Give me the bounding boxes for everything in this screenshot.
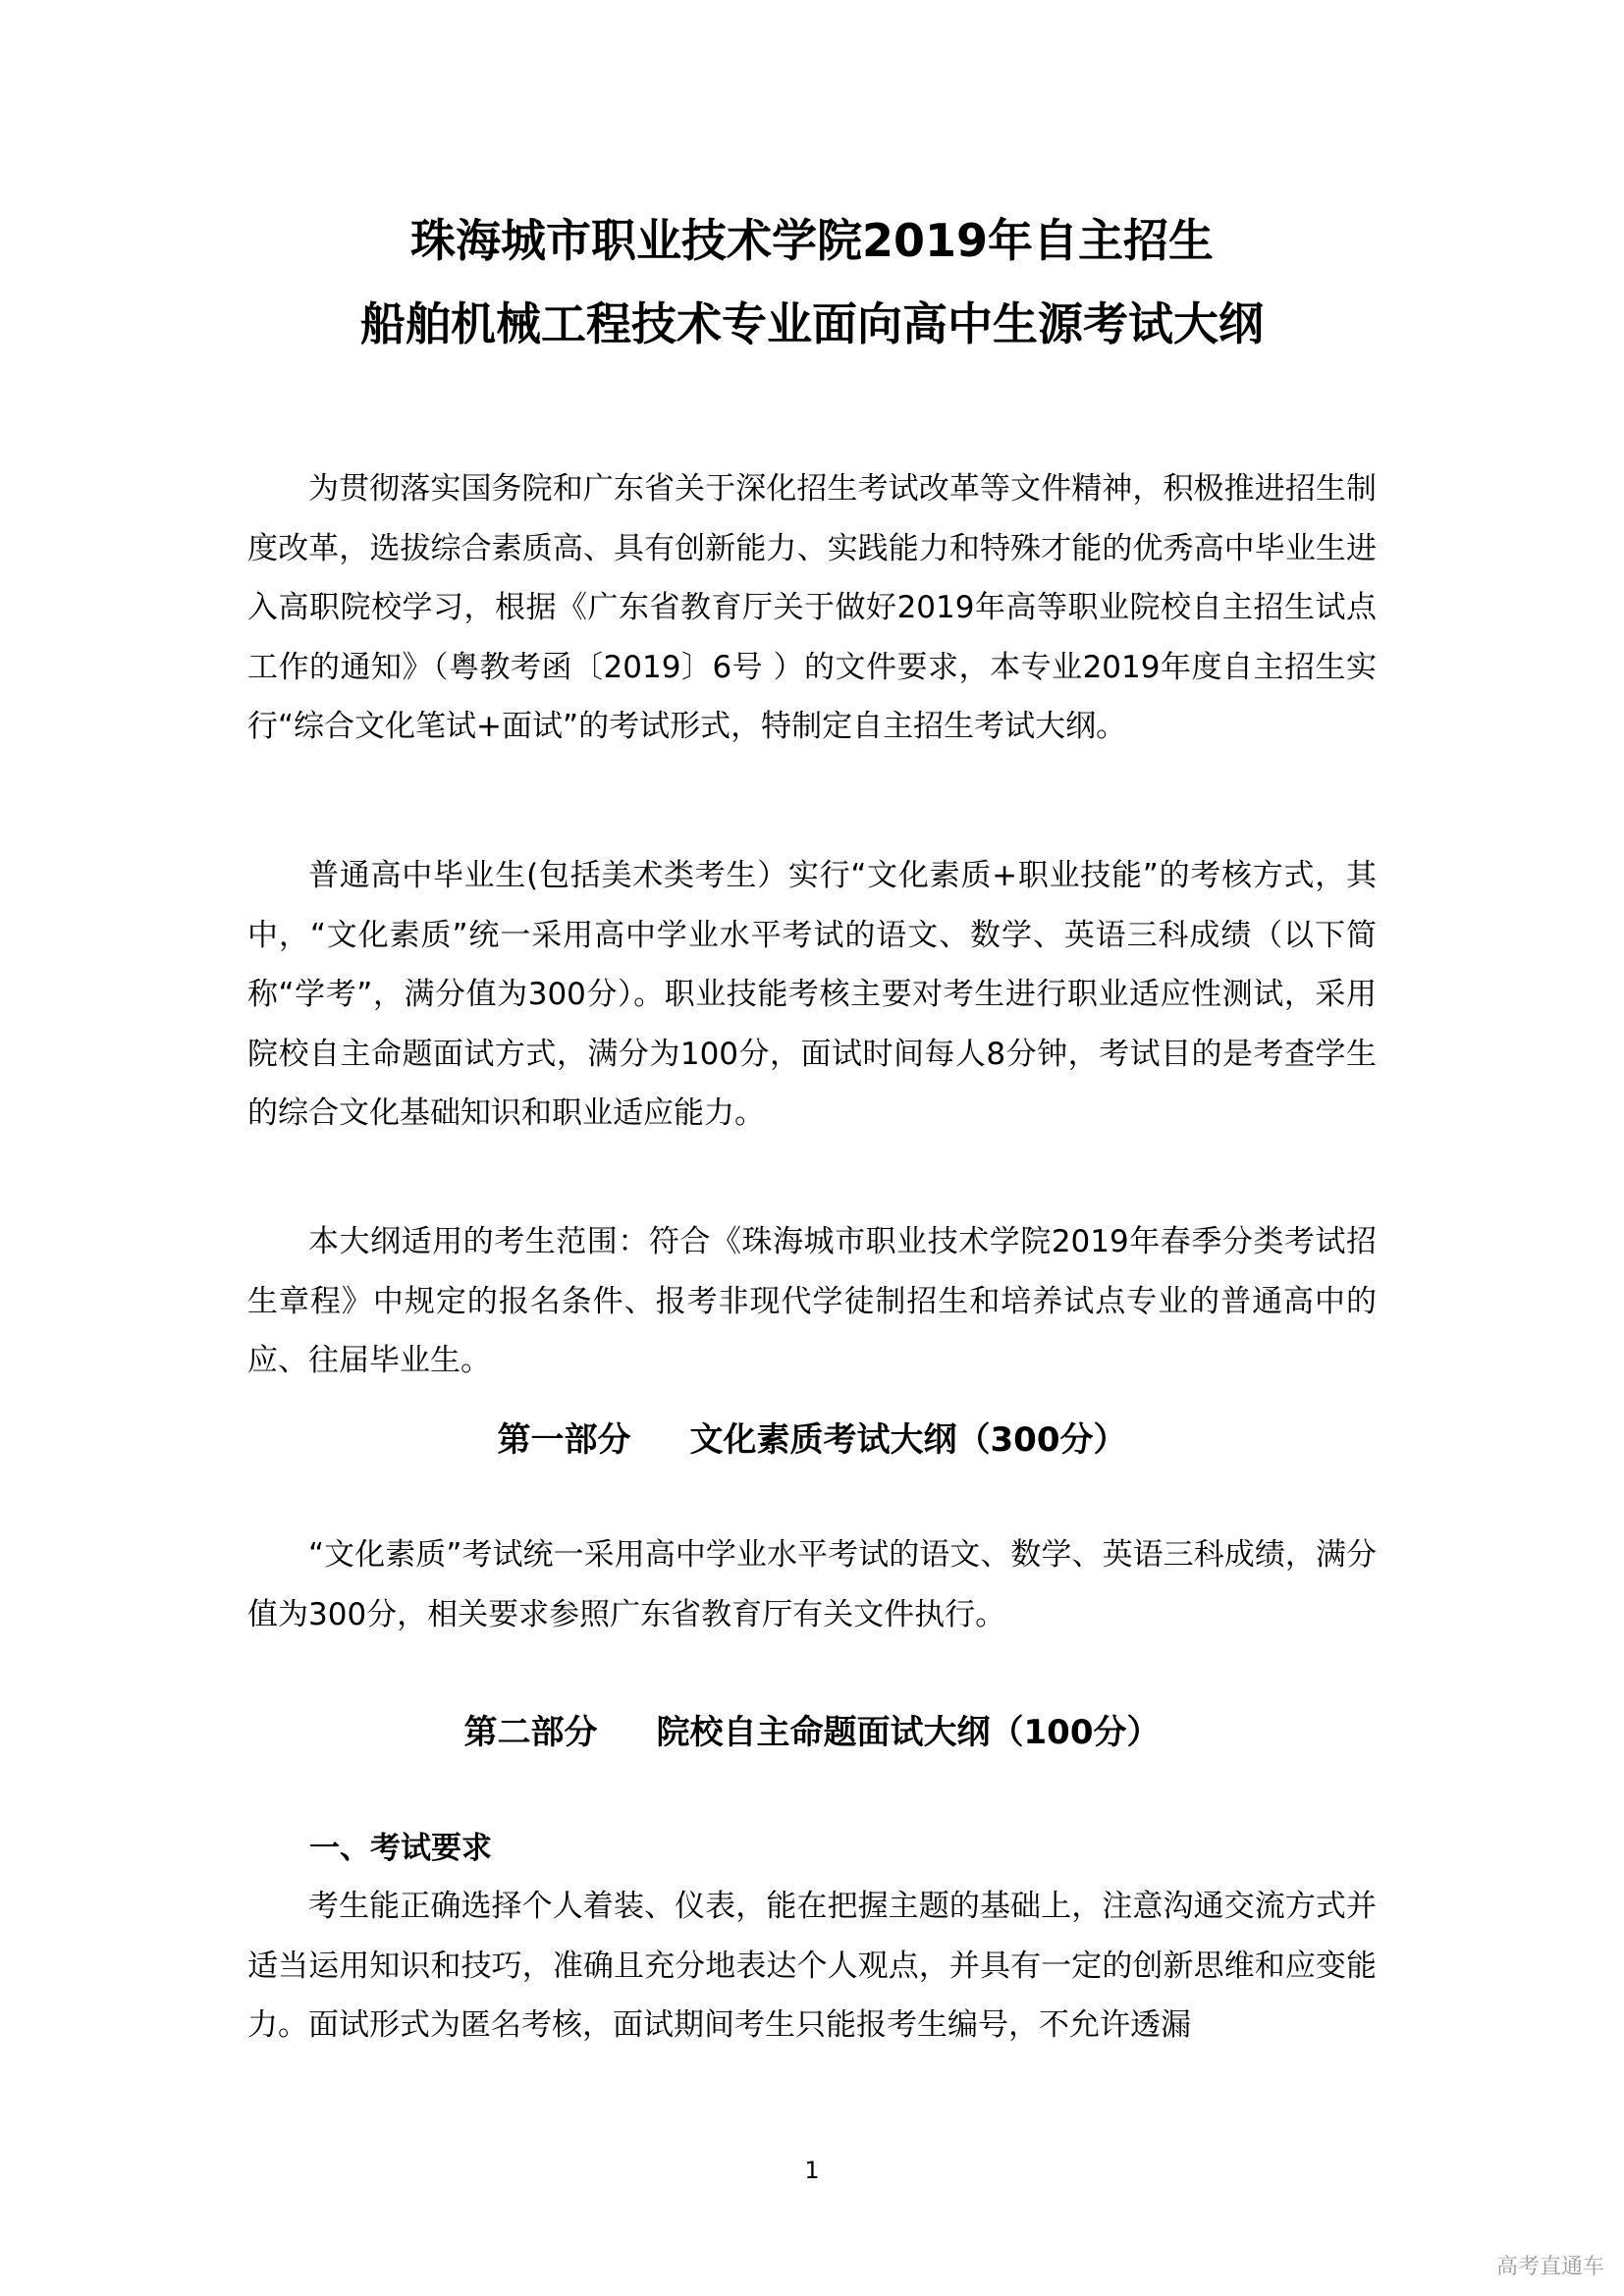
page-number: 1 (804, 2157, 820, 2184)
intro-paragraph-1-block (247, 459, 1377, 757)
intro-paragraph-2-block (247, 846, 1377, 1144)
part1-heading (0, 1415, 1624, 1465)
part1-paragraph-block (247, 1525, 1377, 1644)
intro-paragraph-2: 普通高中毕业生(包括美术类考生）实行“文化素质+职业技能”的考核方式，其中，“文化素质”统一采用高中学业水平考试的语文、数学、英语三科成绩（以下简称“学考”，满分值为300分）。职业技能考核主要对考生进行职业适应性测试，采用院校自主命题面试方式，满分为100分，面试时间每人8分钟，考试目的是考查学生的综合文化基础知识和职业适应能力。 (247, 858, 1377, 1131)
watermark: 高考直通车 (1495, 2255, 1604, 2279)
part2-title: 院校自主命题面试大纲（100分） (656, 1713, 1161, 1752)
document-title-line2: 船舶机械工程技术专业面向高中生源考试大纲 (360, 297, 1264, 350)
part1-label: 第一部分 (497, 1420, 631, 1460)
part2-subheading: 一、考试要求 (309, 1831, 492, 1866)
intro-paragraph-3: 本大纲适用的考生范围：符合《珠海城市职业技术学院2019年春季分类考试招生章程》中规定的报名条件、报考非现代学徒制招生和培养试点专业的普通高中的应、往届毕业生。 (247, 1224, 1377, 1378)
part2-paragraph-block (247, 1877, 1377, 2056)
part1-title: 文化素质考试大纲（300分） (689, 1420, 1127, 1460)
intro-paragraph-3-block (247, 1212, 1377, 1391)
part2-paragraph: 考生能正确选择个人着装、仪表，能在把握主题的基础上，注意沟通交流方式并适当运用知识和技巧，准确且充分地表达个人观点，并具有一定的创新思维和应变能力。面试形式为匿名考核，面试期间考生只能报考生编号，不允许透漏 (247, 1889, 1377, 2043)
document-title-line1: 珠海城市职业技术学院2019年自主招生 (409, 214, 1215, 267)
part1-paragraph: “文化素质”考试统一采用高中学业水平考试的语文、数学、英语三科成绩，满分值为300分，相关要求参照广东省教育厅有关文件执行。 (247, 1537, 1377, 1632)
intro-paragraph-1: 为贯彻落实国务院和广东省关于深化招生考试改革等文件精神，积极推进招生制度改革，选拔综合素质高、具有创新能力、实践能力和特殊才能的优秀高中毕业生进入高职院校学习，根据《广东省教育厅关于做好2019年高等职业院校自主招生试点工作的通知》（粤教考函〔2019〕6号 ）的文件要求，本专业2019年度自主招生实行“综合文化笔试+面试”的考试形式，特制定自主招生考试大纲。 (247, 471, 1377, 744)
part2-heading (0, 1708, 1624, 1757)
part2-label: 第二部分 (463, 1713, 598, 1752)
